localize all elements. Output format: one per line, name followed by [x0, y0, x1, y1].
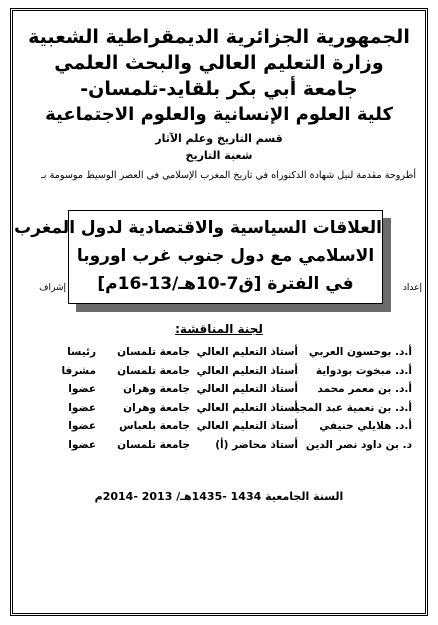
- member-name: أ.د. بن معمر محمد: [317, 383, 412, 396]
- member-rank: أستاذ التعليم العالي: [196, 364, 298, 377]
- member-name: أ.د. بن نعمية عبد المجيد: [289, 401, 412, 414]
- member-university: جامعة تلمسان: [117, 346, 190, 358]
- committee-members-list: [0, 346, 438, 458]
- supervisor-label-partial: إشراف: [39, 283, 66, 293]
- member-rank: أستاذ التعليم العالي: [196, 420, 298, 433]
- committee-title: لجنة المناقشة:: [175, 322, 263, 336]
- member-role: عضوا: [68, 383, 96, 396]
- member-name: أ.د. مبخوت بودواية: [315, 364, 412, 377]
- committee-member-row: [0, 402, 438, 421]
- member-rank: أستاذ محاضر (أ): [215, 438, 298, 451]
- header-department: قسم التاريخ وعلم الآثار: [155, 132, 283, 145]
- student-label-partial: إعداد: [402, 283, 422, 293]
- committee-member-row: [0, 420, 438, 439]
- member-university: جامعة وهران: [123, 401, 190, 414]
- member-university: جامعة وهران: [123, 383, 190, 396]
- committee-member-row: [0, 383, 438, 402]
- member-university: جامعة تلمسان: [117, 364, 190, 377]
- thesis-title-line-3: في الفترة [ق7-10هـ/13-16م]: [97, 274, 354, 294]
- member-rank: أستاذ التعليم العالي: [196, 401, 298, 414]
- header-ministry: وزارة التعليم العالي والبحث العلمي: [54, 52, 384, 74]
- header-branch: شعبة التاريخ: [185, 149, 253, 162]
- member-role: مشرفا: [61, 364, 96, 377]
- member-university: جامعة بلعباس: [119, 420, 190, 433]
- member-rank: أستاذ التعليم العالي: [196, 383, 298, 396]
- member-university: جامعة تلمسان: [117, 438, 190, 451]
- thesis-title-line-1: العلاقات السياسية والاقتصادية لدول المغرب: [14, 218, 382, 238]
- thesis-description: أطروحة مقدمة لنيل شهادة الدكتوراه في تاريخ المغرب الإسلامي في العصر الوسيط موسومة بـ: [41, 170, 416, 181]
- header-faculty: كلية العلوم الإنسانية والعلوم الاجتماعية: [45, 104, 393, 125]
- member-role: رئيسا: [67, 346, 96, 358]
- committee-member-row: [0, 439, 438, 458]
- member-rank: أستاذ التعليم العالي: [196, 346, 298, 358]
- academic-year: السنة الجامعية 1434 -1435هـ/ 2013 -2014م: [94, 490, 344, 503]
- member-name: أ.د. بوحسون العربي: [308, 346, 412, 358]
- thesis-title-line-2: الاسلامي مع دول جنوب غرب اوروبا: [76, 246, 375, 266]
- header-republic: الجمهورية الجزائرية الديمقراطية الشعبية: [28, 26, 410, 48]
- member-name: أ.د. هلايلي حنيفي: [319, 420, 412, 433]
- member-role: عضوا: [68, 401, 96, 414]
- member-name: د. بن داود نصر الدين: [305, 438, 412, 451]
- committee-member-row: [0, 346, 438, 365]
- member-role: عضوا: [68, 420, 96, 433]
- member-role: عضوا: [68, 438, 96, 451]
- committee-member-row: [0, 365, 438, 384]
- header-university: جامعة أبي بكر بلقايد-تلمسان-: [80, 78, 358, 100]
